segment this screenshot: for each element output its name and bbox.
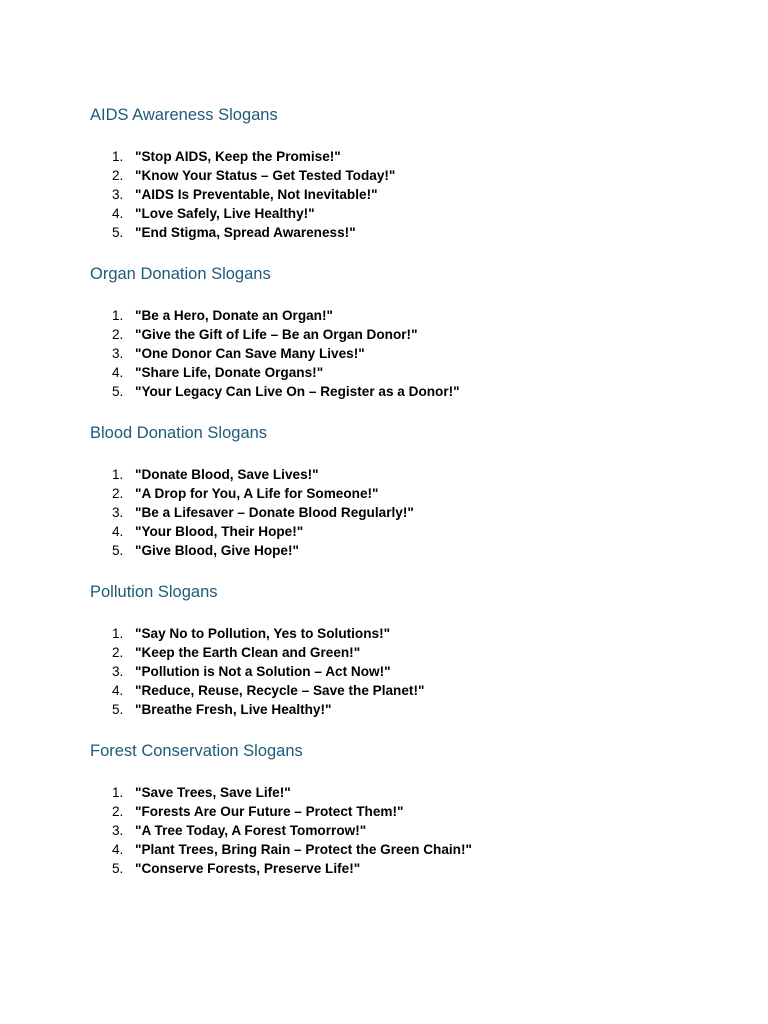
list-item bbox=[90, 643, 728, 662]
list-item bbox=[90, 503, 728, 522]
list-item bbox=[90, 223, 728, 242]
list-number: 4. bbox=[112, 206, 124, 221]
slogan-text: "A Tree Today, A Forest Tomorrow!" bbox=[135, 823, 367, 838]
list-number: 3. bbox=[112, 823, 124, 838]
slogan-text: "Donate Blood, Save Lives!" bbox=[135, 467, 319, 482]
section-organ-donation bbox=[90, 262, 728, 401]
list-item bbox=[90, 681, 728, 700]
list-number: 5. bbox=[112, 702, 124, 717]
slogan-text: "Your Blood, Their Hope!" bbox=[135, 524, 304, 539]
slogan-text: "Share Life, Donate Organs!" bbox=[135, 365, 324, 380]
list-number: 2. bbox=[112, 486, 124, 501]
list-number: 4. bbox=[112, 842, 124, 857]
section-heading: AIDS Awareness Slogans bbox=[90, 106, 278, 124]
list-number: 3. bbox=[112, 187, 124, 202]
list-number: 3. bbox=[112, 346, 124, 361]
list-number: 2. bbox=[112, 168, 124, 183]
section-blood-donation bbox=[90, 421, 728, 560]
section-aids-awareness bbox=[90, 103, 728, 242]
list-item bbox=[90, 821, 728, 840]
list-item bbox=[90, 465, 728, 484]
list-item bbox=[90, 363, 728, 382]
slogan-list bbox=[90, 147, 728, 242]
slogan-text: "Reduce, Reuse, Recycle – Save the Planet!" bbox=[135, 683, 425, 698]
slogan-text: "Plant Trees, Bring Rain – Protect the Green Chain!" bbox=[135, 842, 472, 857]
list-number: 2. bbox=[112, 645, 124, 660]
list-number: 4. bbox=[112, 365, 124, 380]
slogan-text: "Stop AIDS, Keep the Promise!" bbox=[135, 149, 341, 164]
section-heading: Pollution Slogans bbox=[90, 583, 218, 601]
slogan-text: "Forests Are Our Future – Protect Them!" bbox=[135, 804, 404, 819]
slogan-text: "AIDS Is Preventable, Not Inevitable!" bbox=[135, 187, 378, 202]
list-item bbox=[90, 624, 728, 643]
list-number: 5. bbox=[112, 225, 124, 240]
slogan-text: "Say No to Pollution, Yes to Solutions!" bbox=[135, 626, 391, 641]
slogan-text: "Be a Lifesaver – Donate Blood Regularly!" bbox=[135, 505, 414, 520]
list-number: 1. bbox=[112, 785, 124, 800]
slogan-text: "Give the Gift of Life – Be an Organ Donor!" bbox=[135, 327, 418, 342]
slogan-text: "Give Blood, Give Hope!" bbox=[135, 543, 299, 558]
list-number: 5. bbox=[112, 384, 124, 399]
list-number: 1. bbox=[112, 308, 124, 323]
list-item bbox=[90, 662, 728, 681]
list-item bbox=[90, 802, 728, 821]
list-number: 4. bbox=[112, 683, 124, 698]
list-item bbox=[90, 325, 728, 344]
list-number: 1. bbox=[112, 626, 124, 641]
list-item bbox=[90, 382, 728, 401]
list-number: 5. bbox=[112, 543, 124, 558]
slogan-text: "Be a Hero, Donate an Organ!" bbox=[135, 308, 333, 323]
slogan-text: "Your Legacy Can Live On – Register as a Donor!" bbox=[135, 384, 460, 399]
list-item bbox=[90, 185, 728, 204]
section-pollution bbox=[90, 580, 728, 719]
section-heading: Organ Donation Slogans bbox=[90, 265, 271, 283]
slogan-text: "End Stigma, Spread Awareness!" bbox=[135, 225, 356, 240]
slogan-list bbox=[90, 465, 728, 560]
slogan-text: "Know Your Status – Get Tested Today!" bbox=[135, 168, 396, 183]
section-forest-conservation bbox=[90, 739, 728, 878]
slogan-text: "Save Trees, Save Life!" bbox=[135, 785, 291, 800]
list-number: 5. bbox=[112, 861, 124, 876]
list-item bbox=[90, 859, 728, 878]
slogan-list bbox=[90, 783, 728, 878]
list-number: 1. bbox=[112, 467, 124, 482]
list-number: 1. bbox=[112, 149, 124, 164]
list-number: 2. bbox=[112, 327, 124, 342]
list-item bbox=[90, 484, 728, 503]
list-item bbox=[90, 522, 728, 541]
slogan-text: "Conserve Forests, Preserve Life!" bbox=[135, 861, 361, 876]
list-item bbox=[90, 840, 728, 859]
slogan-text: "Love Safely, Live Healthy!" bbox=[135, 206, 315, 221]
list-number: 3. bbox=[112, 505, 124, 520]
list-number: 2. bbox=[112, 804, 124, 819]
list-item bbox=[90, 541, 728, 560]
list-number: 3. bbox=[112, 664, 124, 679]
list-number: 4. bbox=[112, 524, 124, 539]
slogan-text: "Keep the Earth Clean and Green!" bbox=[135, 645, 361, 660]
slogan-text: "A Drop for You, A Life for Someone!" bbox=[135, 486, 379, 501]
slogan-list bbox=[90, 306, 728, 401]
list-item bbox=[90, 147, 728, 166]
list-item bbox=[90, 166, 728, 185]
section-heading: Blood Donation Slogans bbox=[90, 424, 268, 442]
slogan-text: "Pollution is Not a Solution – Act Now!" bbox=[135, 664, 391, 679]
section-heading: Forest Conservation Slogans bbox=[90, 742, 303, 760]
list-item bbox=[90, 306, 728, 325]
slogan-text: "Breathe Fresh, Live Healthy!" bbox=[135, 702, 332, 717]
list-item bbox=[90, 344, 728, 363]
slogan-text: "One Donor Can Save Many Lives!" bbox=[135, 346, 365, 361]
list-item bbox=[90, 700, 728, 719]
list-item bbox=[90, 783, 728, 802]
list-item bbox=[90, 204, 728, 223]
slogan-list bbox=[90, 624, 728, 719]
